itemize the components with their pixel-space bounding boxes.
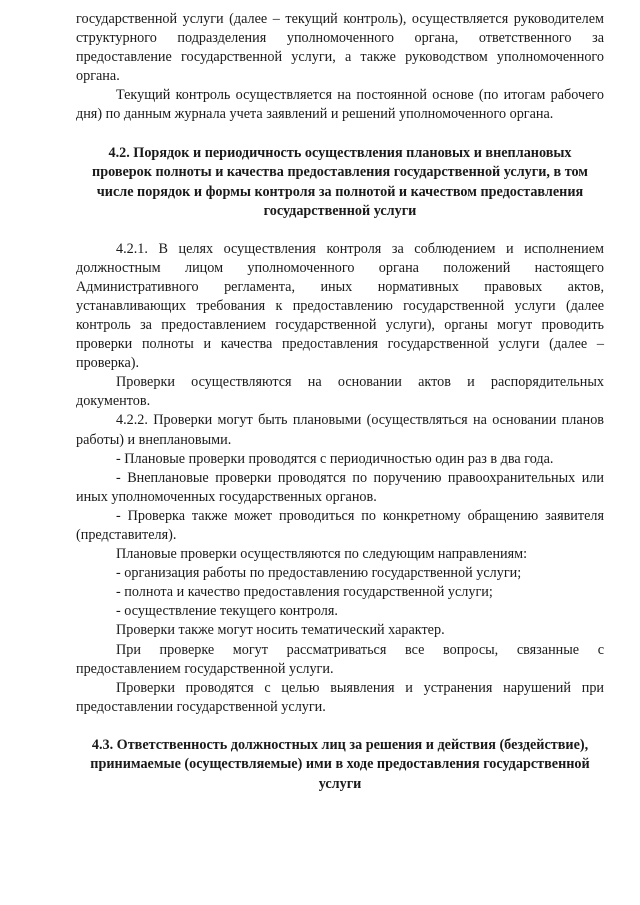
section-4-2-list-item: - Внеплановые проверки проводятся по поручению правоохранительных или иных уполномоченных государственных органов.: [76, 469, 604, 505]
section-4-2-list-item: - Плановые проверки проводятся с периодичностью один раз в два года.: [116, 450, 554, 467]
section-4-2-paragraph: При проверке могут рассматриваться все вопросы, связанные с предоставлением государственной услуги.: [76, 641, 604, 677]
section-4-2-paragraph: 4.2.1. В целях осуществления контроля за соблюдением и исполнением должностным лицом уполномоченного органа положений настоящего Административного регламента, иных нормативных правовых актов, устанавливающих требования к предоставлению государственной услуги (далее контроль за предоставлением государственной услуги), органы могут проводить проверки полноты и качества предоставления государственной услуги (далее – проверка).: [76, 240, 604, 372]
section-4-2-list-item: - полнота и качество предоставления государственной услуги;: [116, 584, 493, 601]
section-4-2-paragraph: Плановые проверки осуществляются по следующим направлениям:: [116, 546, 528, 563]
section-4-2-paragraph: Проверки также могут носить тематический характер.: [116, 622, 445, 639]
section-4-2-list-item: - организация работы по предоставлению государственной услуги;: [116, 565, 522, 582]
section-4-2-list-item: - осуществление текущего контроля.: [116, 603, 338, 620]
section-4-2-list-item: - Проверка также может проводиться по конкретному обращению заявителя (представителя).: [76, 507, 604, 543]
section-4-2-paragraph: Проверки проводятся с целью выявления и устранения нарушений при предоставлении государственной услуги.: [76, 679, 604, 715]
intro-paragraph-1: государственной услуги (далее – текущий контроль), осуществляется руководителем структурного подразделения уполномоченного органа, ответственного за предоставление государственной услуги, а также руководством уполномоченного органа.: [76, 11, 604, 85]
section-4-2-paragraph: Проверки осуществляются на основании актов и распорядительных документов.: [76, 374, 604, 410]
section-4-2-heading: 4.2. Порядок и периодичность осуществления плановых и внеплановых проверок полноты и качества предоставления государственной услуги, в том числе порядок и формы контроля за полнотой и качеством предоставления государственной услуги: [92, 144, 588, 220]
document-page: [76, 10, 604, 794]
section-4-3-heading: 4.3. Ответственность должностных лиц за решения и действия (бездействие), принимаемые (осуществляемые) ими в ходе предоставления государственной услуги: [90, 736, 590, 792]
intro-paragraph-2: Текущий контроль осуществляется на постоянной основе (по итогам рабочего дня) по данным журнала учета заявлений и решений уполномоченного органа.: [76, 87, 604, 123]
section-4-2-paragraph: 4.2.2. Проверки могут быть плановыми (осуществляться на основании планов работы) и внеплановыми.: [76, 412, 604, 448]
